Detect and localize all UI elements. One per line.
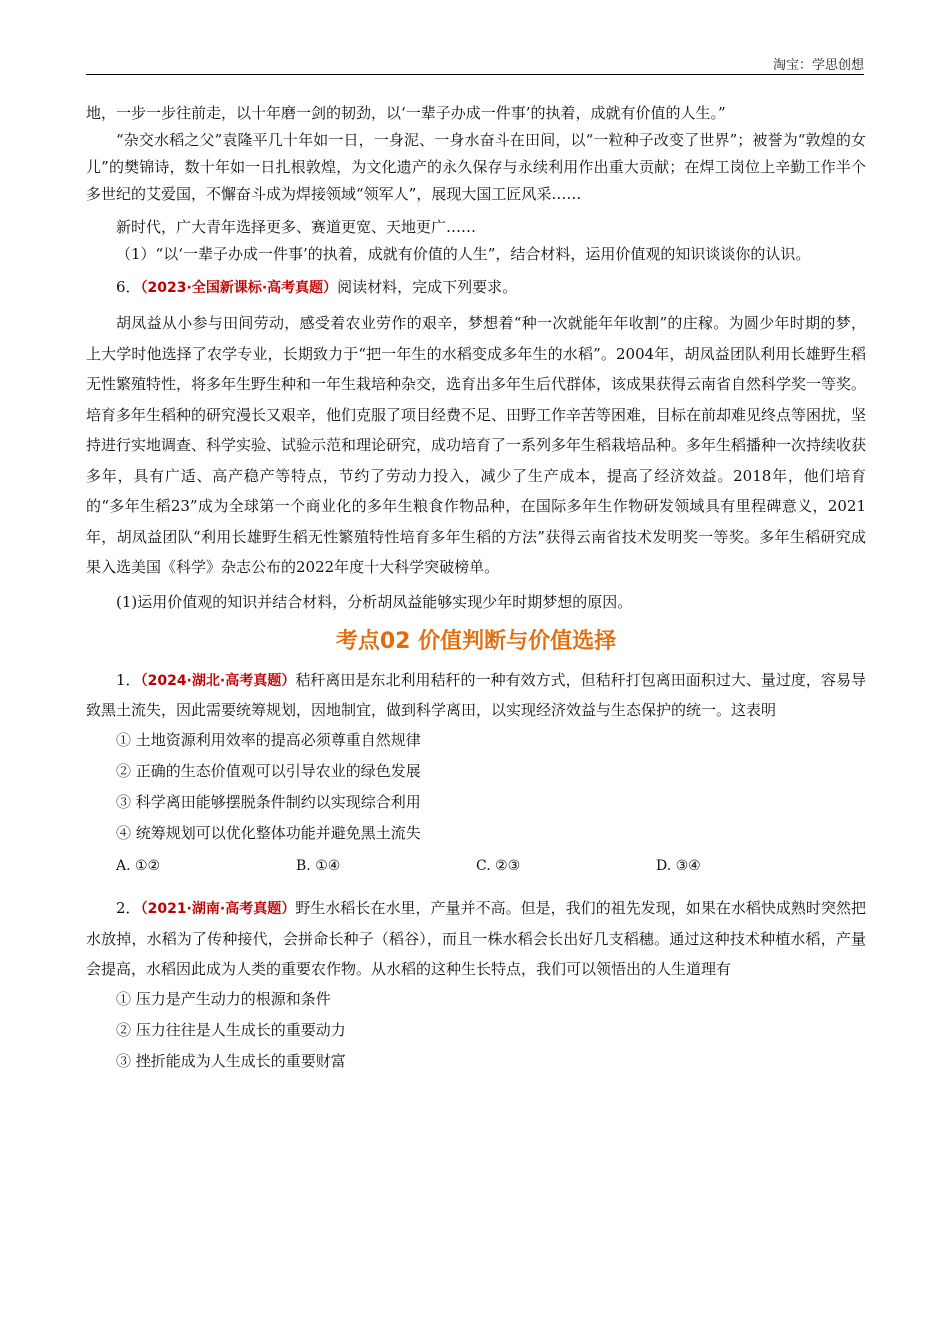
mc-2-prompt: 野生水稻长在水里，产量并不高。但是，我们的祖先发现，如果在水稻快成熟时突然把水放掉，水稻为了传种接代，会拼命长种子（稻谷），而且一株水稻会长出好几支稻穗。通过这种技术种植水稻，产量会提高，水稻因此成为人类的重要农作物。从水稻的这种生长特点，我们可以领悟出的人生道理有 (86, 898, 866, 978)
mc-1-option: ① 土地资源利用效率的提高必须尊重自然规律 (116, 730, 421, 749)
intro-paragraph-1: 地，一步一步往前走，以十年磨一剑的韧劲，以‘一辈子办成一件事’的执着，成就有价值的人生。” (86, 104, 726, 122)
choice-c: C. ②③ (476, 857, 521, 874)
page-header: 淘宝：学思创想 (772, 58, 864, 73)
mc-2-source: （2021·湖南·高考真题） (140, 900, 296, 917)
question-6-stem (86, 274, 866, 302)
mc-2-number: 2． (116, 898, 141, 917)
section-title: 考点02 价值判断与价值选择 (335, 628, 617, 654)
document-body (86, 100, 866, 1077)
question-6-number: 6． (116, 278, 141, 296)
choice-a: A. ①② (116, 857, 161, 874)
mc-1-prompt: 秸秆离田是东北利用秸秆的一种有效方式，但秸秆打包离田面积过大、量过度，容易导致黑土流失，因此需要统筹规划，因地制宜，做到科学离田，以实现经济效益与生态保护的统一。这表明 (86, 670, 866, 719)
mc-2-option: ① 压力是产生动力的根源和条件 (116, 989, 331, 1008)
mc-2-option: ② 压力往往是人生成长的重要动力 (116, 1020, 346, 1039)
question-6-material: 胡凤益从小参与田间劳动，感受着农业劳作的艰辛，梦想着“种一次就能年年收割”的庄稼。为圆少年时期的梦，上大学时他选择了农学专业，长期致力于“把一年生的水稻变成多年生的水稻”。2004年，胡凤益团队利用长雄野生稻无性繁殖特性，将多年生野生种和一年生栽培种杂交，选育出多年生后代群体，该成果获得云南省自然科学奖一等奖。培育多年生稻种的研究漫长又艰辛，他们克服了项目经费不足、田野工作辛苦等困难，目标在前却难见终点等困扰，坚持进行实地调查、科学实验、试验示范和理论研究，成功培育了一系列多年生稻栽培品种。多年生稻播种一次持续收获多年，具有广适、高产稳产等特点，节约了劳动力投入，减少了生产成本，提高了经济效益。2018年，他们培育的“多年生稻23”成为全球第一个商业化的多年生粮食作物品种，在国际多年生作物研发领域具有里程碑意义，2021年，胡凤益团队“利用长雄野生稻无性繁殖特性培育多年生稻的方法”获得云南省技术发明奖一等奖。多年生稻研究成果入选美国《科学》杂志公布的2022年度十大科学突破榜单。 (86, 314, 867, 576)
question-6-sub-1: (1)运用价值观的知识并结合材料，分析胡凤益能够实现少年时期梦想的原因。 (116, 592, 633, 611)
intro-paragraph-2: “杂交水稻之父”袁隆平几十年如一日，一身泥、一身水奋斗在田间，以“一粒种子改变了世界”；被誉为“敦煌的女儿”的樊锦诗，数十年如一日扎根敦煌，为文化遗产的永久保存与永续利用作出重大贡献；在焊工岗位上辛勤工作半个多世纪的艾爱国，不懈奋斗成为焊接领域“领军人”，展现大国工匠风采…… (86, 131, 866, 203)
mc-1-source: （2024·湖北·高考真题） (140, 672, 296, 689)
mc-2-option: ③ 挫折能成为人生成长的重要财富 (116, 1051, 346, 1070)
mc-1-stem (86, 666, 866, 725)
mc-1-choices (86, 849, 866, 883)
mc-2-stem (86, 893, 866, 984)
mc-1-option: ③ 科学离田能够摆脱条件制约以实现综合利用 (116, 792, 421, 811)
intro-paragraph-3: 新时代，广大青年选择更多、赛道更宽、天地更广…… (116, 218, 477, 236)
mc-1-number: 1． (116, 670, 141, 689)
intro-question-1: （1）“以‘一辈子办成一件事’的执着，成就有价值的人生”，结合材料，运用价值观的知识谈谈你的认识。 (116, 245, 811, 263)
question-6-prompt: 阅读材料，完成下列要求。 (337, 278, 518, 296)
choice-b: B. ①④ (296, 857, 341, 874)
question-6-source: （2023·全国新课标·高考真题） (140, 280, 338, 296)
mc-1-option: ④ 统筹规划可以优化整体功能并避免黑土流失 (116, 823, 421, 842)
header-rule (86, 74, 864, 75)
choice-d: D. ③④ (656, 857, 701, 874)
mc-1-option: ② 正确的生态价值观可以引导农业的绿色发展 (116, 761, 421, 780)
